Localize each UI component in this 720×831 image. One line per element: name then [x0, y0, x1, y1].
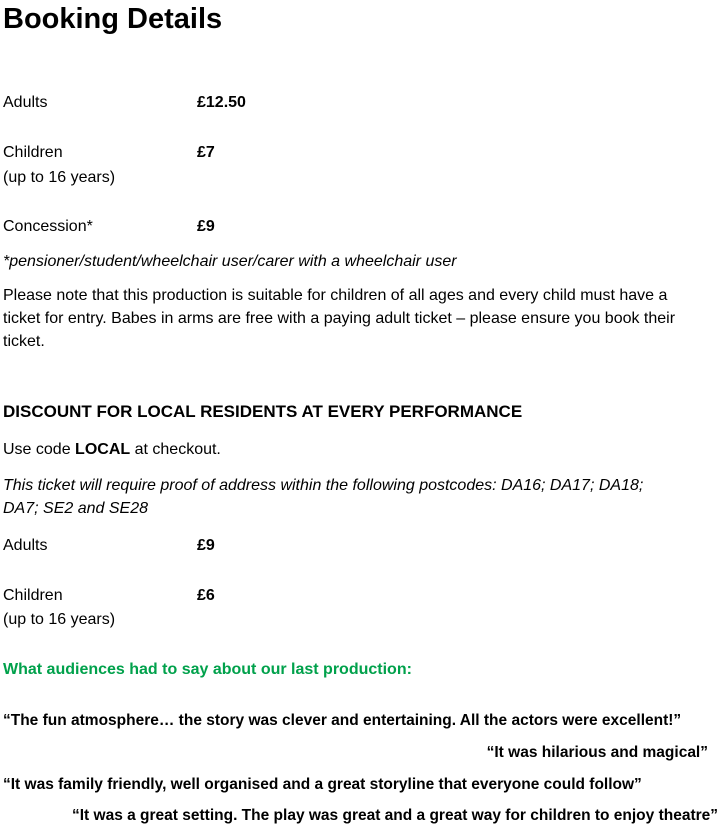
- concession-note: *pensioner/student/wheelchair user/carer with a wheelchair user: [3, 253, 457, 270]
- children-price: £7: [197, 144, 215, 161]
- adults-label: Adults: [3, 94, 48, 111]
- reviews-heading: What audiences had to say about our last production:: [3, 661, 412, 678]
- discount-requirement-line-1: This ticket will require proof of address within the following postcodes: DA16; DA17; DA18;: [3, 477, 644, 494]
- children-age-note: (up to 16 years): [3, 169, 116, 186]
- children-label: Children: [3, 144, 63, 161]
- discount-code: LOCAL: [75, 441, 131, 458]
- discount-code-line: [3, 438, 221, 461]
- discount-children-age-note: (up to 16 years): [3, 611, 116, 628]
- review-quote-4: “It was a great setting. The play was great and a great way for children to enjoy theatre”: [72, 807, 719, 824]
- concession-label: Concession*: [3, 218, 93, 235]
- discount-adults-label: Adults: [3, 537, 48, 554]
- notice-line-2: ticket for entry. Babes in arms are free with a paying adult ticket – please ensure you book their: [3, 310, 676, 327]
- discount-heading: DISCOUNT FOR LOCAL RESIDENTS AT EVERY PERFORMANCE: [3, 402, 523, 421]
- review-quote-3: “It was family friendly, well organised and a great storyline that everyone could follow”: [3, 776, 642, 793]
- review-quote-2: “It was hilarious and magical”: [486, 744, 708, 761]
- discount-children-label: Children: [3, 587, 63, 604]
- discount-code-prefix: Use code: [3, 441, 76, 458]
- review-quote-1: “The fun atmosphere… the story was clever and entertaining. All the actors were excellent!”: [3, 712, 682, 729]
- discount-children-price: £6: [197, 587, 215, 604]
- discount-requirement-line-2: DA7; SE2 and SE28: [3, 500, 148, 517]
- concession-price: £9: [197, 218, 215, 235]
- adults-price: £12.50: [197, 94, 246, 111]
- notice-line-1: Please note that this production is suitable for children of all ages and every child must have a: [3, 287, 668, 304]
- discount-code-suffix: at checkout.: [130, 441, 221, 458]
- discount-adults-price: £9: [197, 537, 215, 554]
- page-title: Booking Details: [3, 3, 223, 35]
- notice-line-3: ticket.: [3, 333, 45, 350]
